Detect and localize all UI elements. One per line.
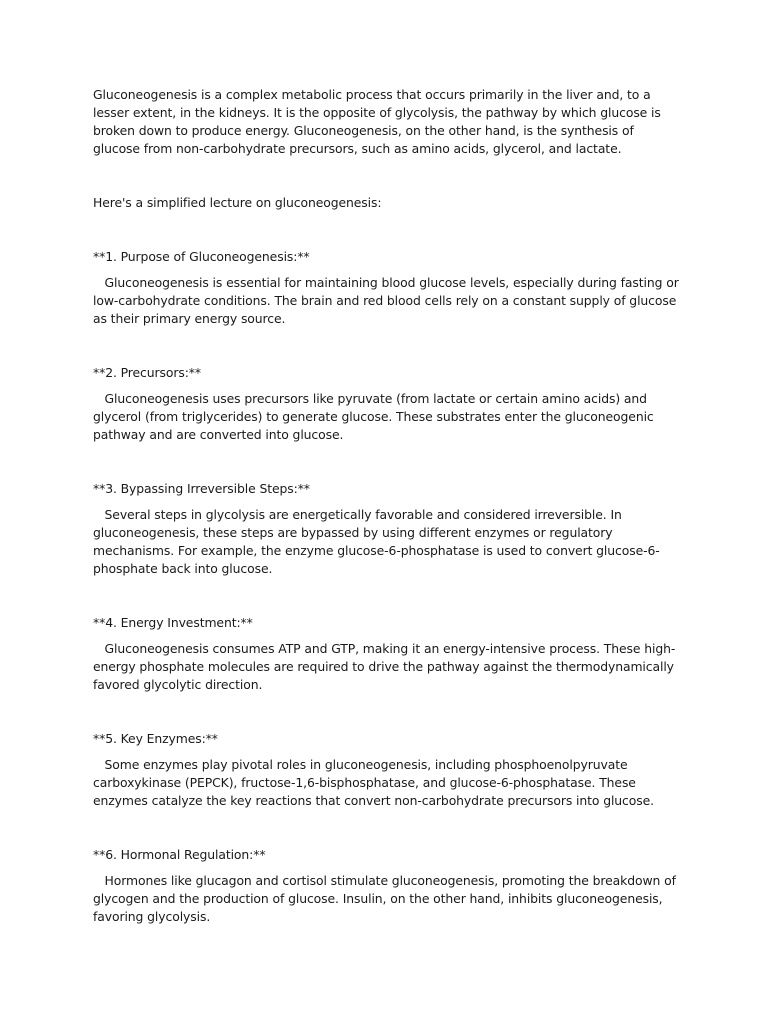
section-body: Gluconeogenesis consumes ATP and GTP, making it an energy-intensive process. These high-energy phosphate molecules are required to drive the pathway against the thermodynamically favored glycolytic direction. xyxy=(93,641,678,692)
section-body: Hormones like glucagon and cortisol stimulate gluconeogenesis, promoting the breakdown of glycogen and the production of glucose. Insulin, on the other hand, inhibits gluconeogenesis, favoring glycolysis. xyxy=(93,873,680,924)
section-hormonal-regulation xyxy=(93,846,680,926)
section-body: Gluconeogenesis is essential for maintaining blood glucose levels, especially during fasting or low-carbohydrate conditions. The brain and red blood cells rely on a constant supply of glucose as their primary energy source. xyxy=(93,275,683,326)
intro-paragraph: Gluconeogenesis is a complex metabolic process that occurs primarily in the liver and, to a lesser extent, in the kidneys. It is the opposite of glycolysis, the pathway by which glucose is broken down to produce energy. Gluconeogenesis, on the other hand, is the synthesis of glucose from non-carbohydrate precursors, such as amino acids, glycerol, and lactate. xyxy=(93,87,665,156)
section-energy-investment xyxy=(93,614,680,694)
section-heading: **4. Energy Investment:** xyxy=(93,615,253,630)
section-precursors xyxy=(93,364,680,444)
section-heading: **1. Purpose of Gluconeogenesis:** xyxy=(93,249,310,264)
section-body: Several steps in glycolysis are energetically favorable and considered irreversible. In gluconeogenesis, these steps are bypassed by using different enzymes or regulatory mechanisms. For example, the enzyme glucose-6-phosphatase is used to convert glucose-6-phosphate back into glucose. xyxy=(93,507,660,576)
section-heading: **2. Precursors:** xyxy=(93,365,201,380)
section-heading: **6. Hormonal Regulation:** xyxy=(93,847,266,862)
section-key-enzymes xyxy=(93,730,680,810)
section-heading: **5. Key Enzymes:** xyxy=(93,731,218,746)
section-body: Some enzymes play pivotal roles in gluconeogenesis, including phosphoenolpyruvate carboxykinase (PEPCK), fructose-1,6-bisphosphatase, and glucose-6-phosphatase. These enzymes catalyze the key reactions that convert non-carbohydrate precursors into glucose. xyxy=(93,757,654,808)
lead-paragraph: Here's a simplified lecture on gluconeogenesis: xyxy=(93,195,382,210)
section-bypassing-irreversible-steps xyxy=(93,480,680,578)
section-body: Gluconeogenesis uses precursors like pyruvate (from lactate or certain amino acids) and glycerol (from triglycerides) to generate glucose. These substrates enter the gluconeogenic pathway and are converted into glucose. xyxy=(93,391,658,442)
section-heading: **3. Bypassing Irreversible Steps:** xyxy=(93,481,310,496)
section-purpose xyxy=(93,248,683,328)
